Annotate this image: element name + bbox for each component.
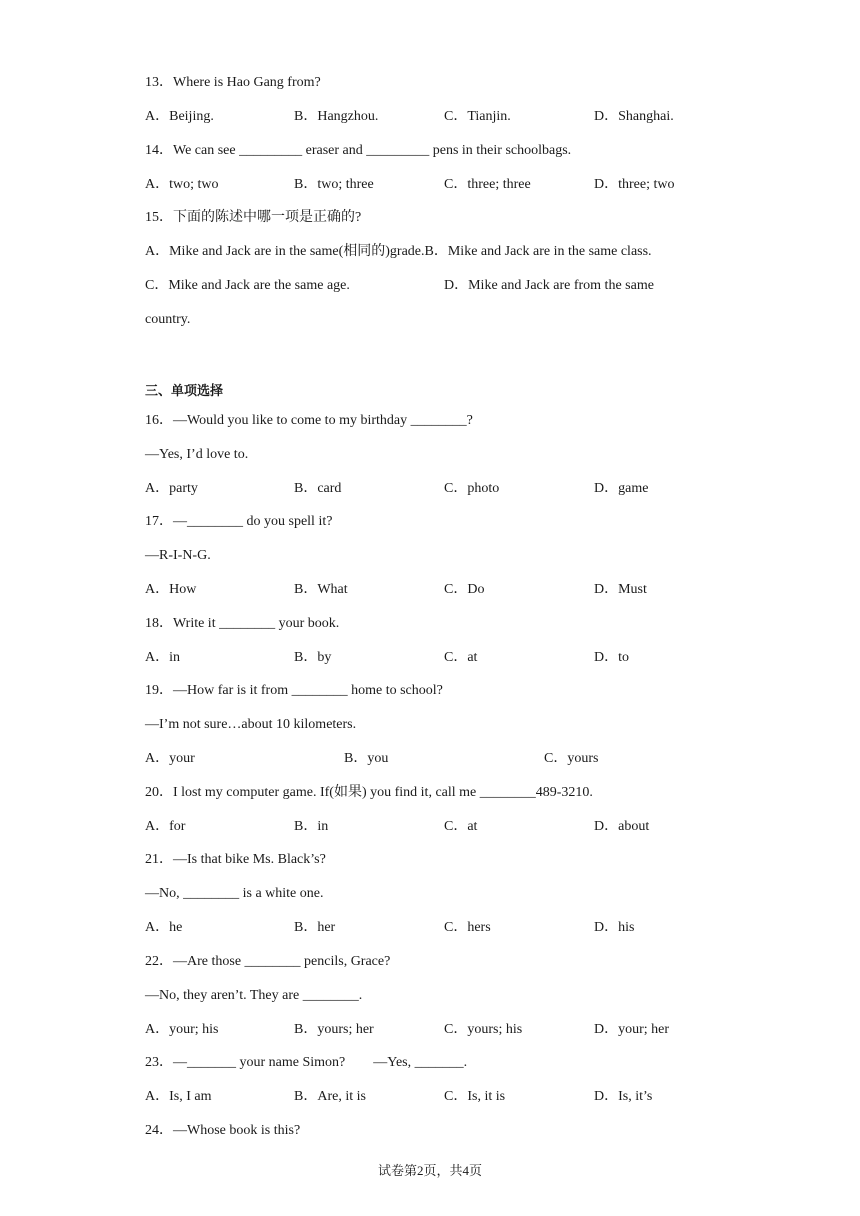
q15-options-ab: A．Mike and Jack are in the same(相同的)grade.B．Mike and Jack are in the same class.	[145, 244, 652, 259]
question-20-stem: 20．I lost my computer game. If(如果) you find it, call me ________489-3210.	[145, 785, 593, 800]
page-footer: 试卷第2页，共4页	[377, 1163, 482, 1178]
q21-option-a: A．he	[145, 920, 183, 935]
q15-option-d: D．Mike and Jack are from the same	[444, 278, 654, 293]
question-18-stem: 18．Write it ________ your book.	[145, 616, 340, 631]
q18-option-c: C．at	[444, 650, 478, 665]
q23-option-a: A．Is, I am	[145, 1089, 212, 1104]
q14-option-b: B．two; three	[294, 177, 374, 192]
question-13-stem: 13．Where is Hao Gang from?	[145, 75, 321, 90]
q18-option-b: B．by	[294, 650, 332, 665]
q19-option-b: B．you	[344, 751, 389, 766]
q22-option-b: B．yours; her	[294, 1022, 374, 1037]
q17-option-a: A．How	[145, 582, 197, 597]
q15-option-c: C．Mike and Jack are the same age.	[145, 278, 350, 293]
q23-option-c: C．Is, it is	[444, 1089, 506, 1104]
q19-option-a: A．your	[145, 751, 195, 766]
q20-option-c: C．at	[444, 819, 478, 834]
q17-answer: —R-I-N-G.	[145, 548, 211, 563]
q14-option-d: D．three; two	[594, 177, 675, 192]
q19-answer: —I’m not sure…about 10 kilometers.	[145, 717, 357, 732]
q22-answer: —No, they aren’t. They are ________.	[145, 988, 363, 1003]
q16-answer: —Yes, I’d love to.	[145, 447, 249, 462]
question-19-stem: 19．—How far is it from ________ home to school?	[145, 683, 443, 698]
question-17-stem: 17．—________ do you spell it?	[145, 514, 333, 529]
q16-option-a: A．party	[145, 481, 198, 496]
q22-option-c: C．yours; his	[444, 1022, 523, 1037]
question-14-stem: 14．We can see _________ eraser and _________ pens in their schoolbags.	[145, 143, 572, 158]
q17-option-d: D．Must	[594, 582, 647, 597]
q18-option-d: D．to	[594, 650, 629, 665]
q13-option-b: B．Hangzhou.	[294, 109, 379, 124]
q15-option-d-continued: country.	[145, 312, 191, 327]
q21-answer: —No, ________ is a white one.	[145, 886, 324, 901]
q13-option-d: D．Shanghai.	[594, 109, 674, 124]
q23-option-d: D．Is, it’s	[594, 1089, 653, 1104]
question-16-stem: 16．—Would you like to come to my birthday ________?	[145, 413, 473, 428]
question-22-stem: 22．—Are those ________ pencils, Grace?	[145, 954, 391, 969]
q16-option-b: B．card	[294, 481, 342, 496]
q17-option-c: C．Do	[444, 582, 485, 597]
q18-option-a: A．in	[145, 650, 180, 665]
question-15-stem: 15．下面的陈述中哪一项是正确的?	[145, 210, 362, 225]
q17-option-b: B．What	[294, 582, 348, 597]
q16-option-c: C．photo	[444, 481, 500, 496]
q21-option-c: C．hers	[444, 920, 491, 935]
q21-option-b: B．her	[294, 920, 336, 935]
q19-option-c: C．yours	[544, 751, 599, 766]
q22-option-d: D．your; her	[594, 1022, 670, 1037]
q20-option-a: A．for	[145, 819, 186, 834]
question-21-stem: 21．—Is that bike Ms. Black’s?	[145, 852, 326, 867]
q13-option-c: C．Tianjin.	[444, 109, 511, 124]
q23-option-b: B．Are, it is	[294, 1089, 366, 1104]
section-title: 三、单项选择	[145, 384, 224, 399]
q14-option-c: C．three; three	[444, 177, 531, 192]
question-23-stem: 23．—_______ your name Simon? —Yes, _______.	[145, 1055, 468, 1070]
q16-option-d: D．game	[594, 481, 649, 496]
q22-option-a: A．your; his	[145, 1022, 219, 1037]
q20-option-b: B．in	[294, 819, 329, 834]
q13-option-a: A．Beijing.	[145, 109, 214, 124]
q20-option-d: D．about	[594, 819, 650, 834]
q14-option-a: A．two; two	[145, 177, 219, 192]
q21-option-d: D．his	[594, 920, 635, 935]
question-24-stem: 24．—Whose book is this?	[145, 1123, 301, 1138]
